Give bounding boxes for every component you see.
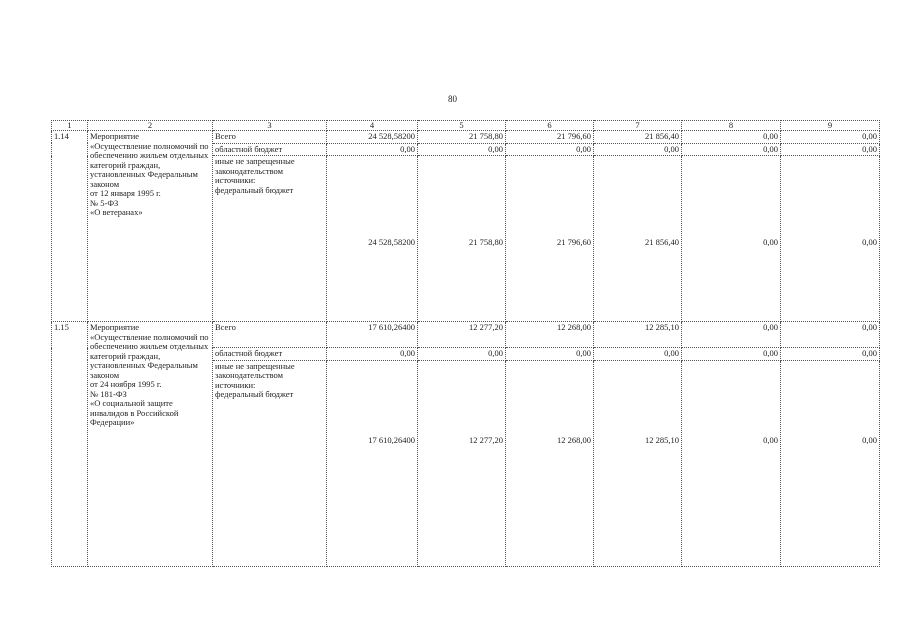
value-cell: 0,00 xyxy=(781,360,880,566)
column-header: 6 xyxy=(506,121,594,131)
value-cell: 0,00 xyxy=(327,348,418,361)
value-cell: 0,00 xyxy=(682,143,781,156)
budget-table xyxy=(51,120,880,567)
value-cell: 12 268,00 xyxy=(506,360,594,566)
row-index: 1.14 xyxy=(52,131,88,322)
value-cell: 0,00 xyxy=(327,143,418,156)
funding-source: областной бюджет xyxy=(213,143,327,156)
column-header: 4 xyxy=(327,121,418,131)
value-cell: 12 277,20 xyxy=(418,360,506,566)
value-cell: 24 528,58200 xyxy=(327,156,418,322)
page-number: 80 xyxy=(448,94,457,104)
value-cell: 0,00 xyxy=(594,143,682,156)
measure-description: Мероприятие «Осуществление полномочий по обеспечению жильем отдельных категорий граждан, установленных Федеральным законом от 12 января 1995 г. № 5-ФЗ «О ветеранах» xyxy=(88,131,213,322)
column-header: 8 xyxy=(682,121,781,131)
column-header: 5 xyxy=(418,121,506,131)
value-cell: 0,00 xyxy=(506,143,594,156)
value-cell: 0,00 xyxy=(418,143,506,156)
column-header: 9 xyxy=(781,121,880,131)
funding-source: Всего xyxy=(213,131,327,144)
value-cell: 21 856,40 xyxy=(594,131,682,144)
value-cell: 0,00 xyxy=(682,131,781,144)
value-cell: 0,00 xyxy=(781,143,880,156)
value-cell: 0,00 xyxy=(781,348,880,361)
value-cell: 0,00 xyxy=(682,360,781,566)
funding-source: иные не запрещенные законодательством источники: федеральный бюджет xyxy=(213,360,327,566)
value-cell: 12 277,20 xyxy=(418,322,506,348)
value-cell: 12 285,10 xyxy=(594,360,682,566)
value-cell: 0,00 xyxy=(682,156,781,322)
value-cell: 0,00 xyxy=(682,322,781,348)
value-cell: 21 796,60 xyxy=(506,131,594,144)
value-cell: 12 285,10 xyxy=(594,322,682,348)
column-header: 2 xyxy=(88,121,213,131)
column-number-row xyxy=(52,121,880,131)
table-row xyxy=(52,322,880,348)
value-cell: 0,00 xyxy=(506,348,594,361)
table-row xyxy=(52,131,880,144)
value-cell: 24 528,58200 xyxy=(327,131,418,144)
funding-source: иные не запрещенные законодательством источники: федеральный бюджет xyxy=(213,156,327,322)
column-header: 3 xyxy=(213,121,327,131)
value-cell: 21 856,40 xyxy=(594,156,682,322)
row-index: 1.15 xyxy=(52,322,88,567)
column-header: 1 xyxy=(52,121,88,131)
value-cell: 12 268,00 xyxy=(506,322,594,348)
column-header: 7 xyxy=(594,121,682,131)
funding-source: областной бюджет xyxy=(213,348,327,361)
value-cell: 0,00 xyxy=(418,348,506,361)
value-cell: 0,00 xyxy=(594,348,682,361)
value-cell: 21 758,80 xyxy=(418,131,506,144)
value-cell: 0,00 xyxy=(781,131,880,144)
value-cell: 17 610,26400 xyxy=(327,360,418,566)
value-cell: 17 610,26400 xyxy=(327,322,418,348)
value-cell: 0,00 xyxy=(781,156,880,322)
value-cell: 0,00 xyxy=(682,348,781,361)
value-cell: 21 758,80 xyxy=(418,156,506,322)
measure-description: Мероприятие «Осуществление полномочий по обеспечению жильем отдельных категорий граждан, установленных Федеральным законом от 24 ноября 1995 г. № 181-ФЗ «О социальной защите инвалидов в Российской Федерации» xyxy=(88,322,213,567)
value-cell: 21 796,60 xyxy=(506,156,594,322)
value-cell: 0,00 xyxy=(781,322,880,348)
funding-source: Всего xyxy=(213,322,327,348)
